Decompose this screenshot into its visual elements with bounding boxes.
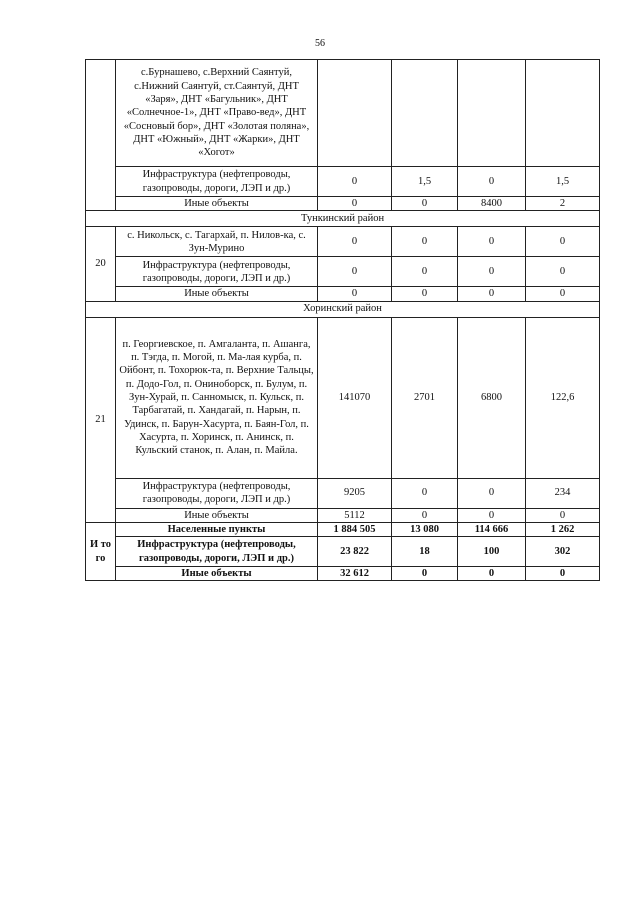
value-cell: 8400 [458, 197, 526, 211]
value-cell: 0 [526, 567, 600, 581]
table-row [86, 287, 600, 301]
value-cell: 5112 [318, 508, 392, 522]
section-title: Тункинский район [86, 211, 600, 227]
value-cell: 234 [526, 478, 600, 508]
value-cell: 0 [458, 167, 526, 197]
other-label-cell: Иные объекты [116, 197, 318, 211]
value-cell: 0 [318, 257, 392, 287]
section-title: Хоринский район [86, 301, 600, 317]
infra-label-cell: Инфраструктура (нефтепроводы, газопроводы, дороги, ЛЭП и др.) [116, 478, 318, 508]
value-cell: 2701 [392, 317, 458, 478]
section-row [86, 301, 600, 317]
value-cell: 6800 [458, 317, 526, 478]
value-cell: 0 [526, 508, 600, 522]
value-cell [458, 60, 526, 167]
total-label-cell: И то го [86, 522, 116, 581]
places-cell: п. Георгиевское, п. Амгаланта, п. Ашанга, п. Тэгда, п. Могой, п. Ма-лая курба, п. Ойбонт, п. Тохорюк-та, п. Верхние Тальцы, п. Додо-Гол, п. Онинoборск, п. Булум, п. Зун-Хурай, п. Санномыск, п. Кульск, п. Тарбагатай, п. Хандагай, п. Нарын, п. Удинск, п. Барун-Хасурта, п. Баян-Гол, п. Хасурта, п. Хоринск, п. Анинск, п. Кульский станок, п. Алан, п. Майла. [116, 317, 318, 478]
value-cell [318, 60, 392, 167]
table-row [86, 257, 600, 287]
value-cell: 0 [458, 508, 526, 522]
places-cell: с.Бурнашево, с.Верхний Саянтуй, с.Нижний Саянтуй, ст.Саянтуй, ДНТ «Заря», ДНТ «Багульник», ДНТ «Солнечное-1», ДНТ «Право-вед», ДНТ «Сосновый бор», ДНТ «Золотая поляна», ДНТ «Южный», ДНТ «Жарки», ДНТ «Хогот» [116, 60, 318, 167]
infra-label-cell: Инфраструктура (нефтепроводы, газопроводы, дороги, ЛЭП и др.) [116, 167, 318, 197]
total-row [86, 537, 600, 567]
places-total-label: Населенные пункты [116, 522, 318, 536]
value-cell: 302 [526, 537, 600, 567]
value-cell: 32 612 [318, 567, 392, 581]
value-cell: 114 666 [458, 522, 526, 536]
value-cell: 141070 [318, 317, 392, 478]
value-cell: 1 884 505 [318, 522, 392, 536]
table-row [86, 227, 600, 257]
value-cell: 9205 [318, 478, 392, 508]
table-row [86, 60, 600, 167]
page-number: 56 [315, 38, 325, 49]
value-cell: 0 [458, 478, 526, 508]
table-row [86, 508, 600, 522]
other-label-cell: Иные объекты [116, 508, 318, 522]
infra-total-label: Инфраструктура (нефтепроводы, газопроводы, дороги, ЛЭП и др.) [116, 537, 318, 567]
value-cell: 13 080 [392, 522, 458, 536]
value-cell: 0 [318, 227, 392, 257]
value-cell: 1,5 [526, 167, 600, 197]
row-number-cell: 20 [86, 227, 116, 301]
value-cell: 0 [392, 197, 458, 211]
other-total-label: Иные объекты [116, 567, 318, 581]
table-row [86, 317, 600, 478]
value-cell: 2 [526, 197, 600, 211]
row-number-cell: 21 [86, 317, 116, 522]
value-cell: 0 [458, 227, 526, 257]
value-cell: 0 [392, 227, 458, 257]
places-cell: с. Никольск, с. Тагархай, п. Нилов-ка, с. Зун-Мурино [116, 227, 318, 257]
total-row [86, 522, 600, 536]
value-cell: 0 [392, 508, 458, 522]
value-cell: 1 262 [526, 522, 600, 536]
value-cell: 0 [318, 197, 392, 211]
value-cell: 0 [458, 257, 526, 287]
value-cell: 18 [392, 537, 458, 567]
value-cell: 0 [392, 257, 458, 287]
value-cell: 0 [392, 567, 458, 581]
table-row [86, 167, 600, 197]
value-cell: 0 [526, 257, 600, 287]
value-cell: 0 [392, 287, 458, 301]
infra-label-cell: Инфраструктура (нефтепроводы, газопроводы, дороги, ЛЭП и др.) [116, 257, 318, 287]
value-cell: 0 [318, 287, 392, 301]
value-cell: 0 [458, 287, 526, 301]
table-row [86, 478, 600, 508]
row-number-cell [86, 60, 116, 211]
section-row [86, 211, 600, 227]
value-cell: 1,5 [392, 167, 458, 197]
land-objects-table [85, 59, 600, 581]
value-cell: 0 [392, 478, 458, 508]
value-cell: 0 [318, 167, 392, 197]
value-cell: 0 [526, 287, 600, 301]
table-row [86, 197, 600, 211]
other-label-cell: Иные объекты [116, 287, 318, 301]
value-cell: 23 822 [318, 537, 392, 567]
value-cell: 0 [526, 227, 600, 257]
value-cell [526, 60, 600, 167]
value-cell [392, 60, 458, 167]
value-cell: 100 [458, 537, 526, 567]
value-cell: 122,6 [526, 317, 600, 478]
total-row [86, 567, 600, 581]
value-cell: 0 [458, 567, 526, 581]
